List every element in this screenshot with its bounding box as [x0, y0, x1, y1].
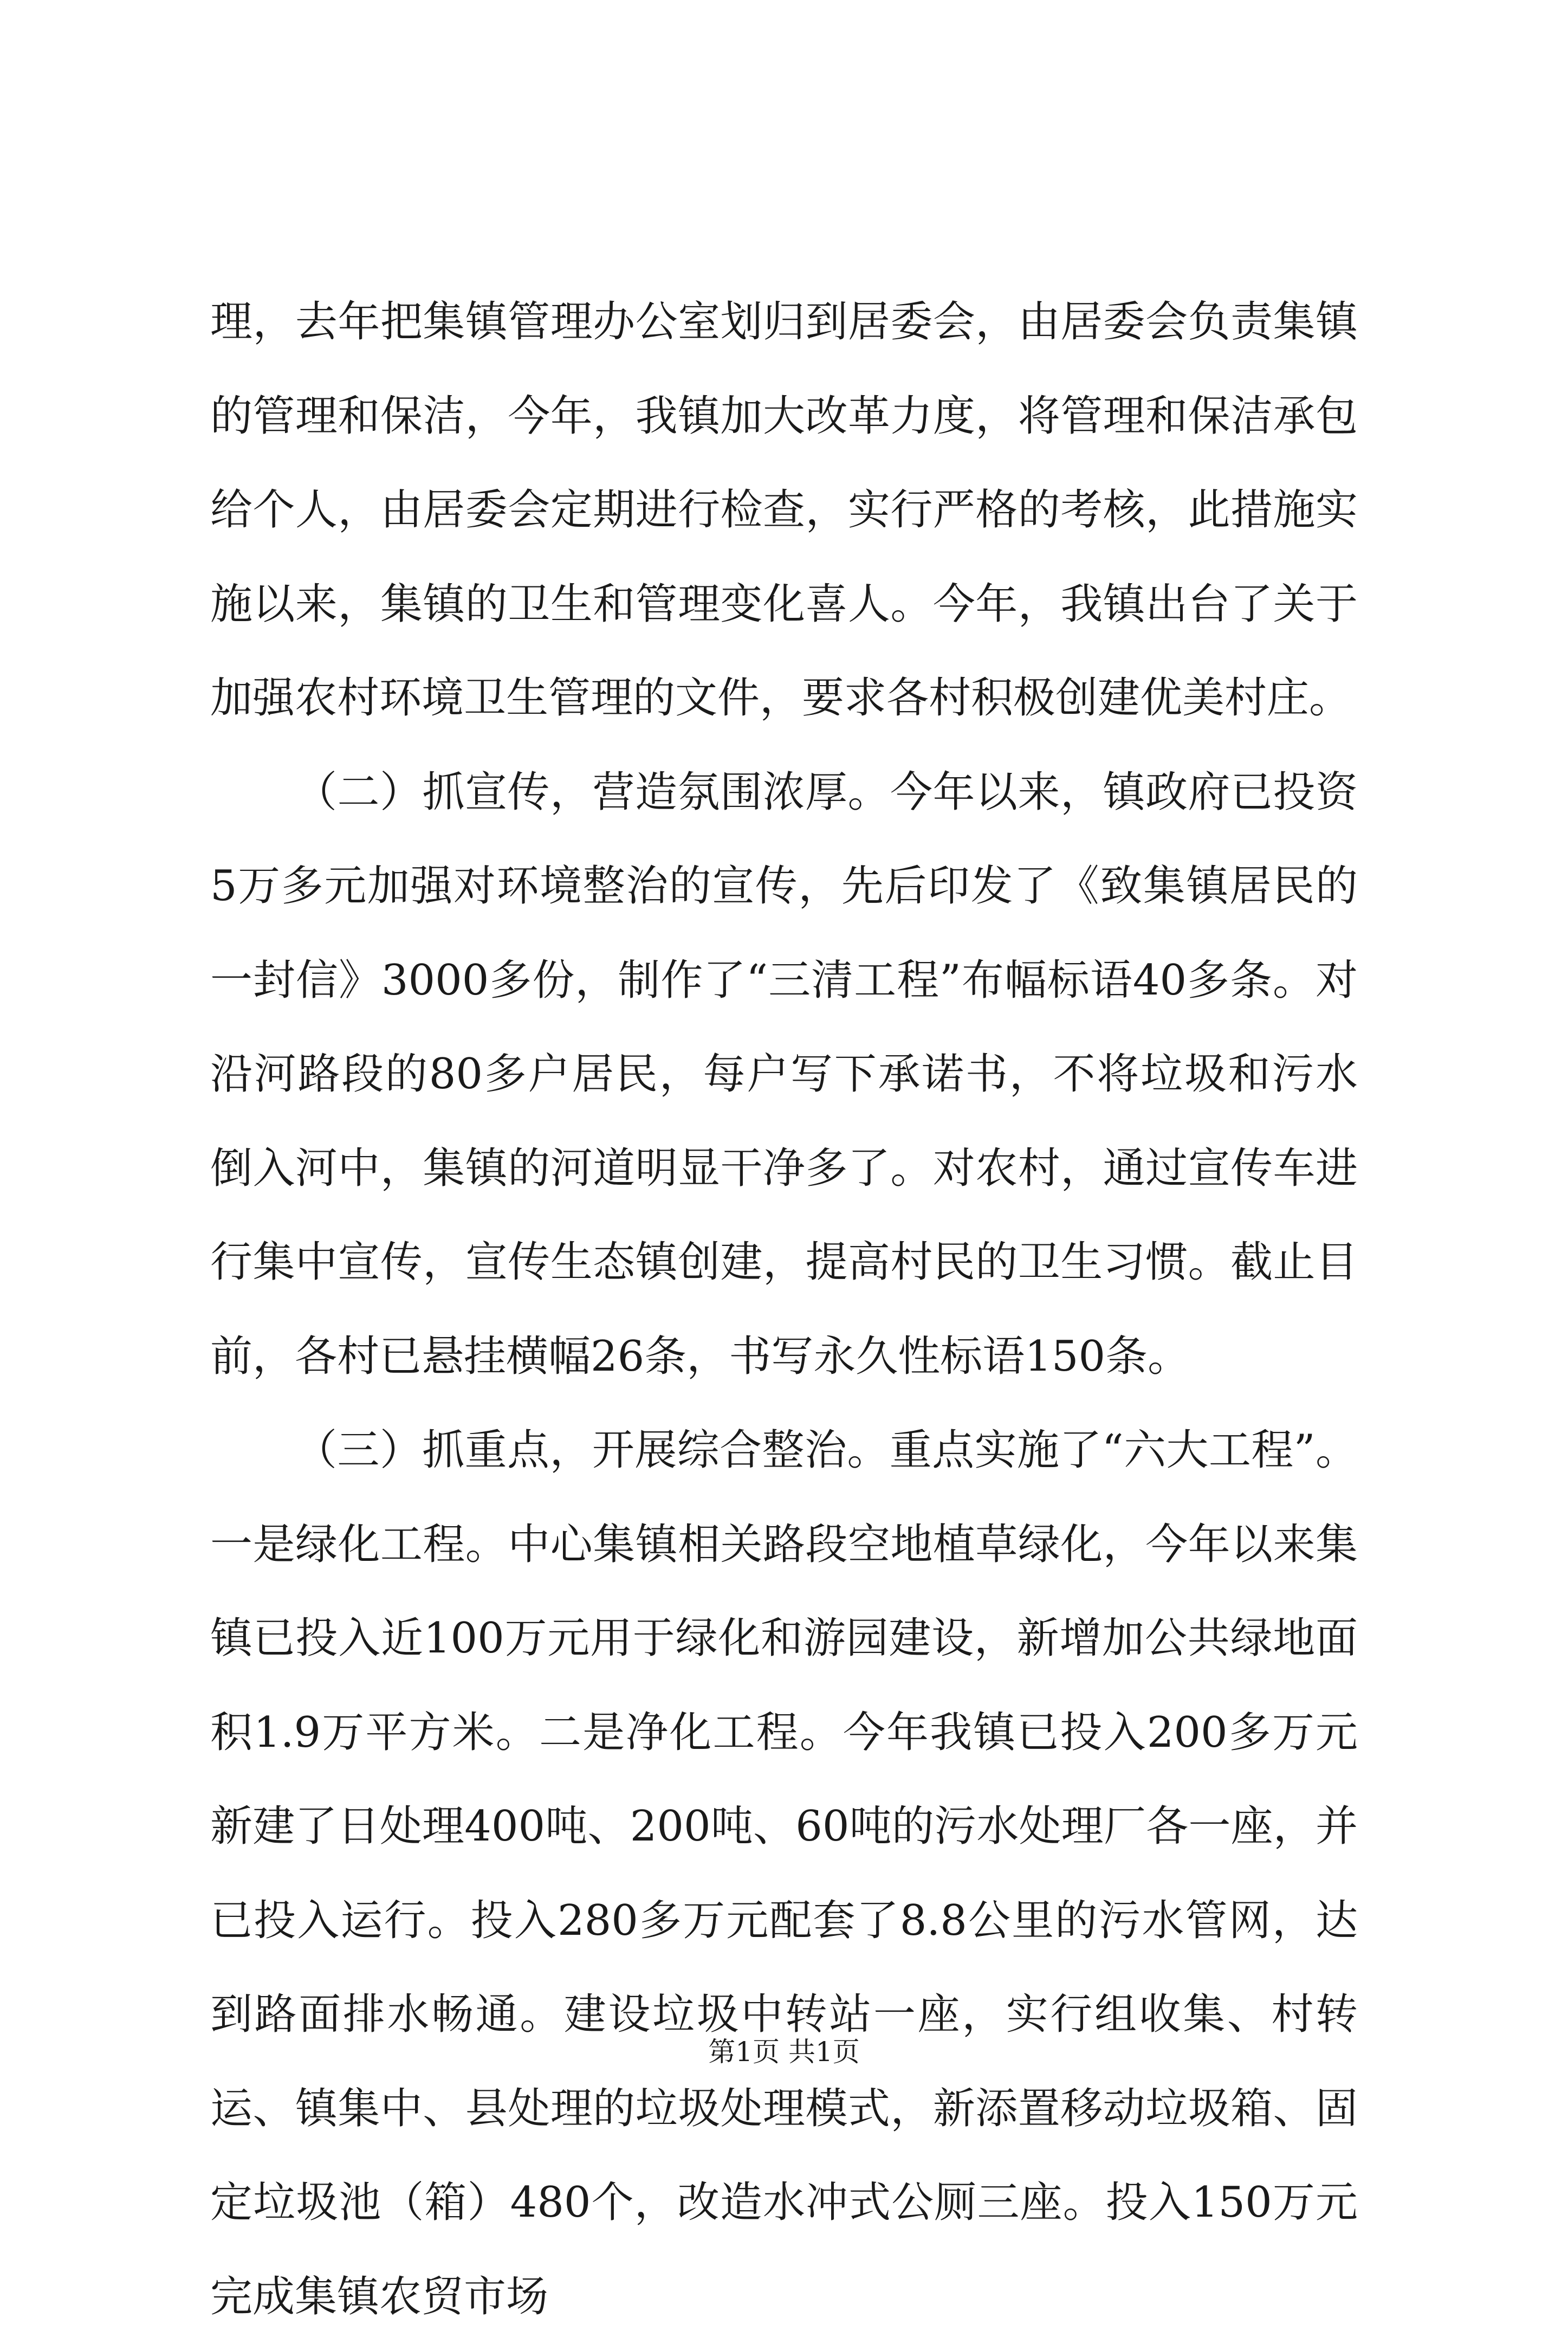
- paragraph-1: 理，去年把集镇管理办公室划归到居委会，由居委会负责集镇的管理和保洁，今年，我镇加大改革力度，将管理和保洁承包给个人，由居委会定期进行检查，实行严格的考核，此措施实施以来，集镇的卫生和管理变化喜人。今年，我镇出台了关于加强农村环境卫生管理的文件，要求各村积极创建优美村庄。: [210, 298, 1358, 722]
- paragraph-3: （三）抓重点，开展综合整治。重点实施了“六大工程”。一是绿化工程。中心集镇相关路段空地植草绿化，今年以来集镇已投入近100万元用于绿化和游园建设，新增加公共绿地面积1.9万平方米。二是净化工程。今年我镇已投入200多万元新建了日处理400吨、200吨、60吨的污水处理厂各一座，并已投入运行。投入280多万元配套了8.8公里的污水管网，达到路面排水畅通。建设垃圾中转站一座，实行组收集、村转运、镇集中、县处理的垃圾处理模式，新添置移动垃圾箱、固定垃圾池（箱）480个，改造水冲式公厕三座。投入150万元完成集镇农贸市场: [210, 1426, 1358, 2321]
- page-footer: 第1页 共1页: [708, 2036, 860, 2068]
- paragraph-2: （二）抓宣传，营造氛围浓厚。今年以来，镇政府已投资5万多元加强对环境整治的宣传，先后印发了《致集镇居民的一封信》3000多份，制作了“三清工程”布幅标语40多条。对沿河路段的80多户居民，每户写下承诺书，不将垃圾和污水倒入河中，集镇的河道明显干净多了。对农村，通过宣传车进行集中宣传，宣传生态镇创建，提高村民的卫生习惯。截止目前，各村已悬挂横幅26条，书写永久性标语150条。: [210, 767, 1358, 1381]
